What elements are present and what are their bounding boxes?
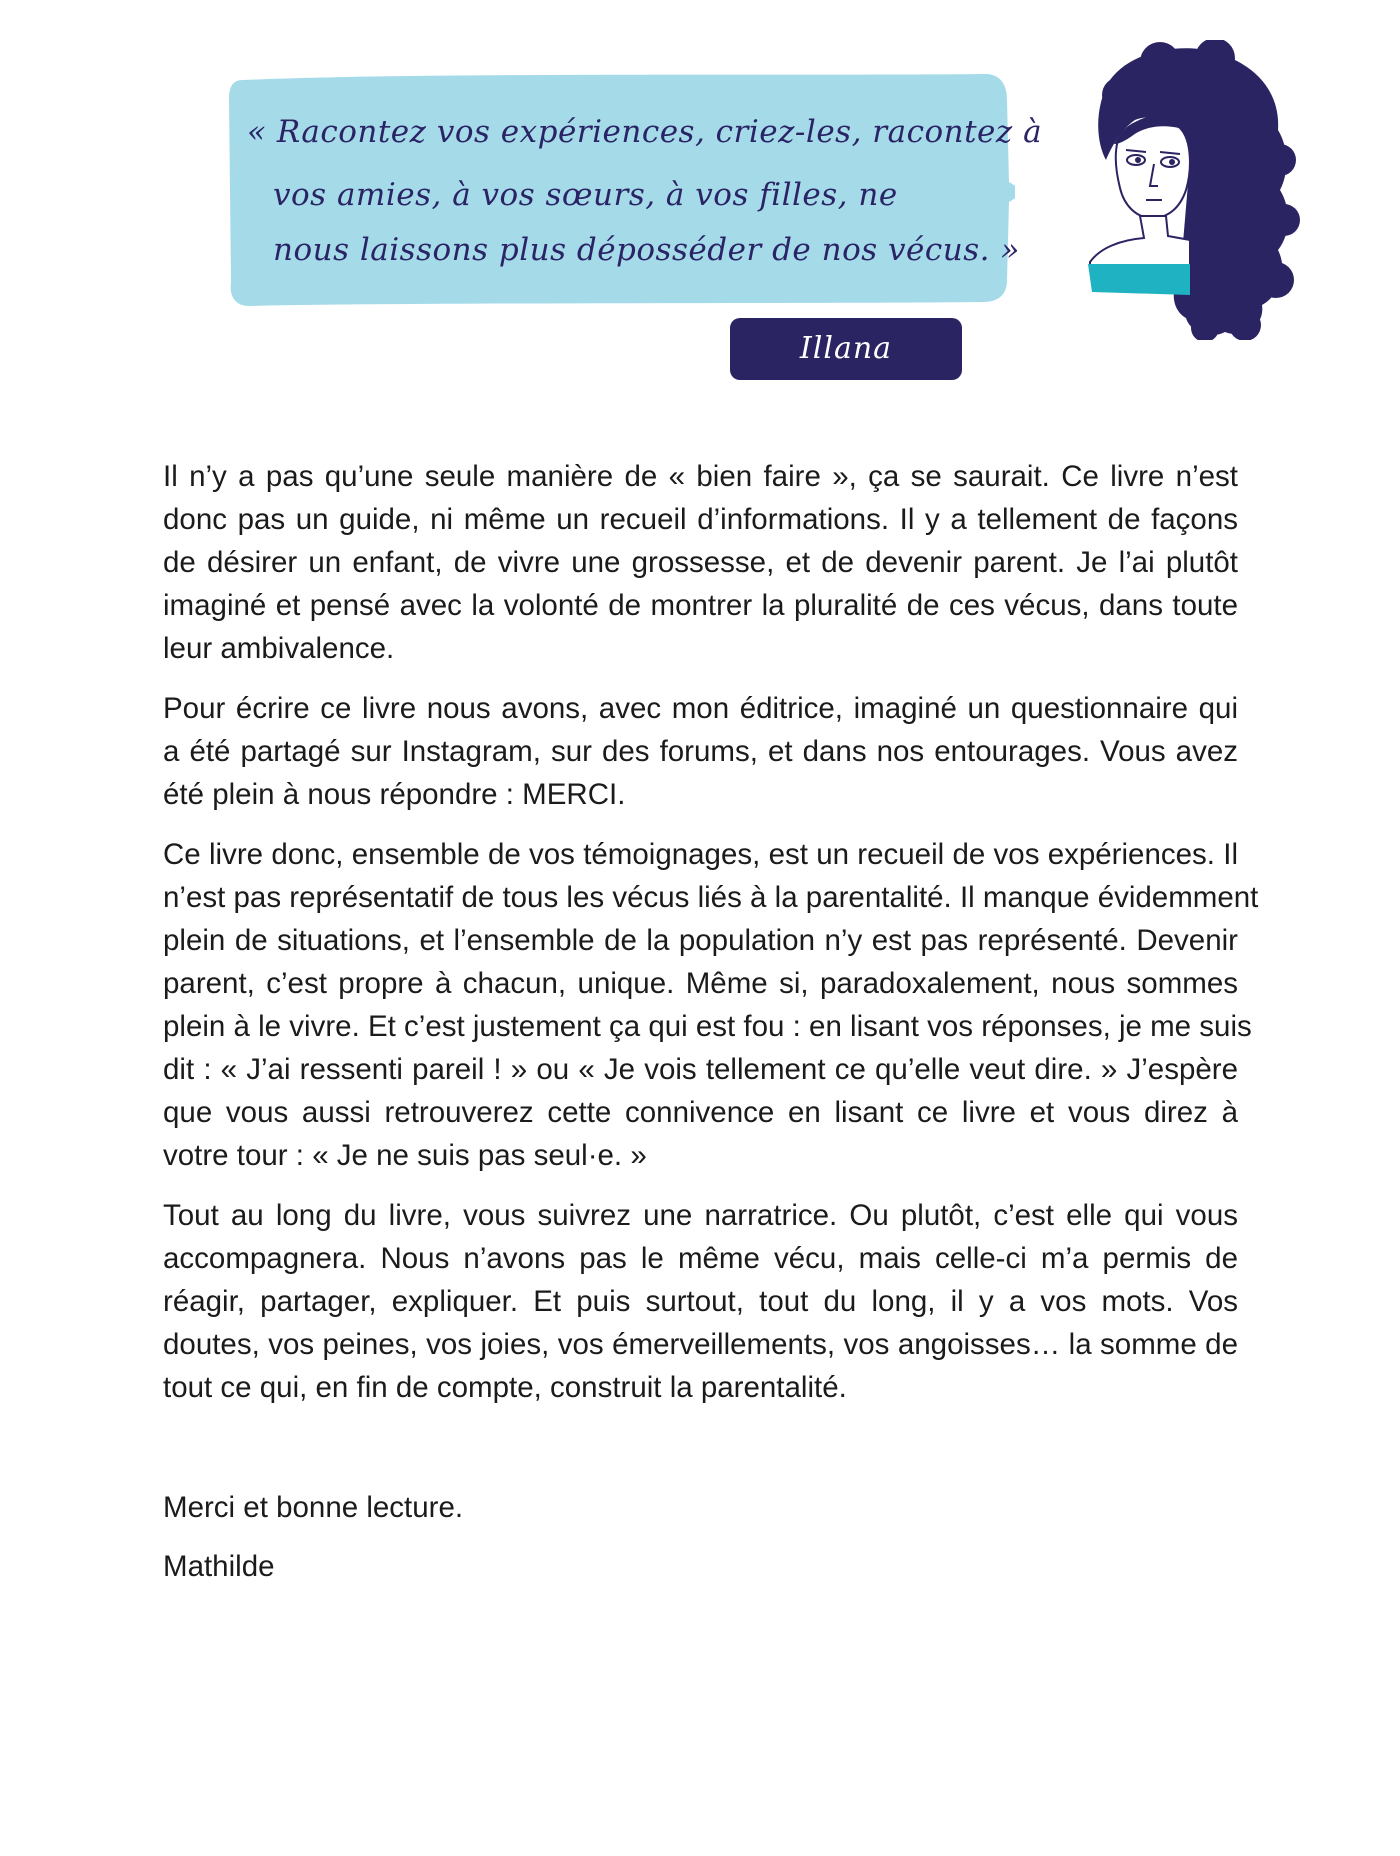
text-line: Ce livre donc, ensemble de vos témoignages, est un recueil de vos expériences. Il: [163, 838, 1238, 871]
quote-line: « Racontez vos expériences, criez-les, racontez à: [247, 114, 1043, 150]
text-line: n’est pas représentatif de tous les vécus liés à la parentalité. Il manque évidemment: [163, 881, 1259, 914]
paragraph: [163, 1194, 1238, 1409]
text-line: plein de situations, et l’ensemble de la population n’y est pas représenté. Devenir: [163, 924, 1238, 957]
text-line: a été partagé sur Instagram, sur des forums, et dans nos entourages. Vous avez: [163, 735, 1238, 768]
text-line: de désirer un enfant, de vivre une grossesse, et de devenir parent. Je l’ai plutôt: [163, 546, 1238, 579]
text-line: parent, c’est propre à chacun, unique. Même si, paradoxalement, nous sommes: [163, 967, 1238, 1000]
quote-line: vos amies, à vos sœurs, à vos filles, ne: [273, 177, 898, 213]
text-line: accompagnera. Nous n’avons pas le même vécu, mais celle-ci m’a permis de: [163, 1242, 1238, 1275]
text-line: votre tour : « Je ne suis pas seul·e. »: [163, 1139, 647, 1172]
closing-thanks: Merci et bonne lecture.: [163, 1491, 464, 1524]
text-line: donc pas un guide, ni même un recueil d’informations. Il y a tellement de façons: [163, 503, 1238, 536]
text-line: été plein à nous répondre : MERCI.: [163, 778, 626, 811]
text-line: tout ce qui, en fin de compte, construit la parentalité.: [163, 1371, 847, 1404]
paragraph: [163, 687, 1238, 816]
text-line: doutes, vos peines, vos joies, vos émerveillements, vos angoisses… la somme de: [163, 1328, 1238, 1361]
quote-author-tag: Illana Weizman: [730, 318, 962, 380]
quote-line: nous laissons plus déposséder de nos vécus. »: [273, 232, 1020, 268]
text-line: dit : « J’ai ressenti pareil ! » ou « Je vois tellement ce qu’elle veut dire. » J’espère: [163, 1053, 1238, 1086]
quote-bubble: [225, 70, 1043, 310]
text-line: imaginé et pensé avec la volonté de montrer la pluralité de ces vécus, dans toute: [163, 589, 1238, 622]
body-text: [163, 455, 1259, 1426]
paragraph: [163, 455, 1238, 670]
text-line: que vous aussi retrouverez cette connivence en lisant ce livre et vous direz à: [163, 1096, 1238, 1129]
text-line: Tout au long du livre, vous suivrez une narratrice. Ou plutôt, c’est elle qui vous: [163, 1199, 1238, 1232]
text-line: plein à le vivre. Et c’est justement ça qui est fou : en lisant vos réponses, je me suis: [163, 1010, 1252, 1043]
text-line: Il n’y a pas qu’une seule manière de « bien faire », ça se saurait. Ce livre n’est: [163, 460, 1238, 493]
text-line: Pour écrire ce livre nous avons, avec mon éditrice, imaginé un questionnaire qui: [163, 692, 1238, 725]
paragraph: [163, 833, 1259, 1177]
signature: Mathilde: [163, 1550, 275, 1583]
woman-portrait-illustration: [1040, 40, 1320, 340]
top-band: [1088, 264, 1190, 295]
text-line: réagir, partager, expliquer. Et puis surtout, tout du long, il y a vos mots. Vos: [163, 1285, 1238, 1318]
text-line: leur ambivalence.: [163, 632, 395, 665]
